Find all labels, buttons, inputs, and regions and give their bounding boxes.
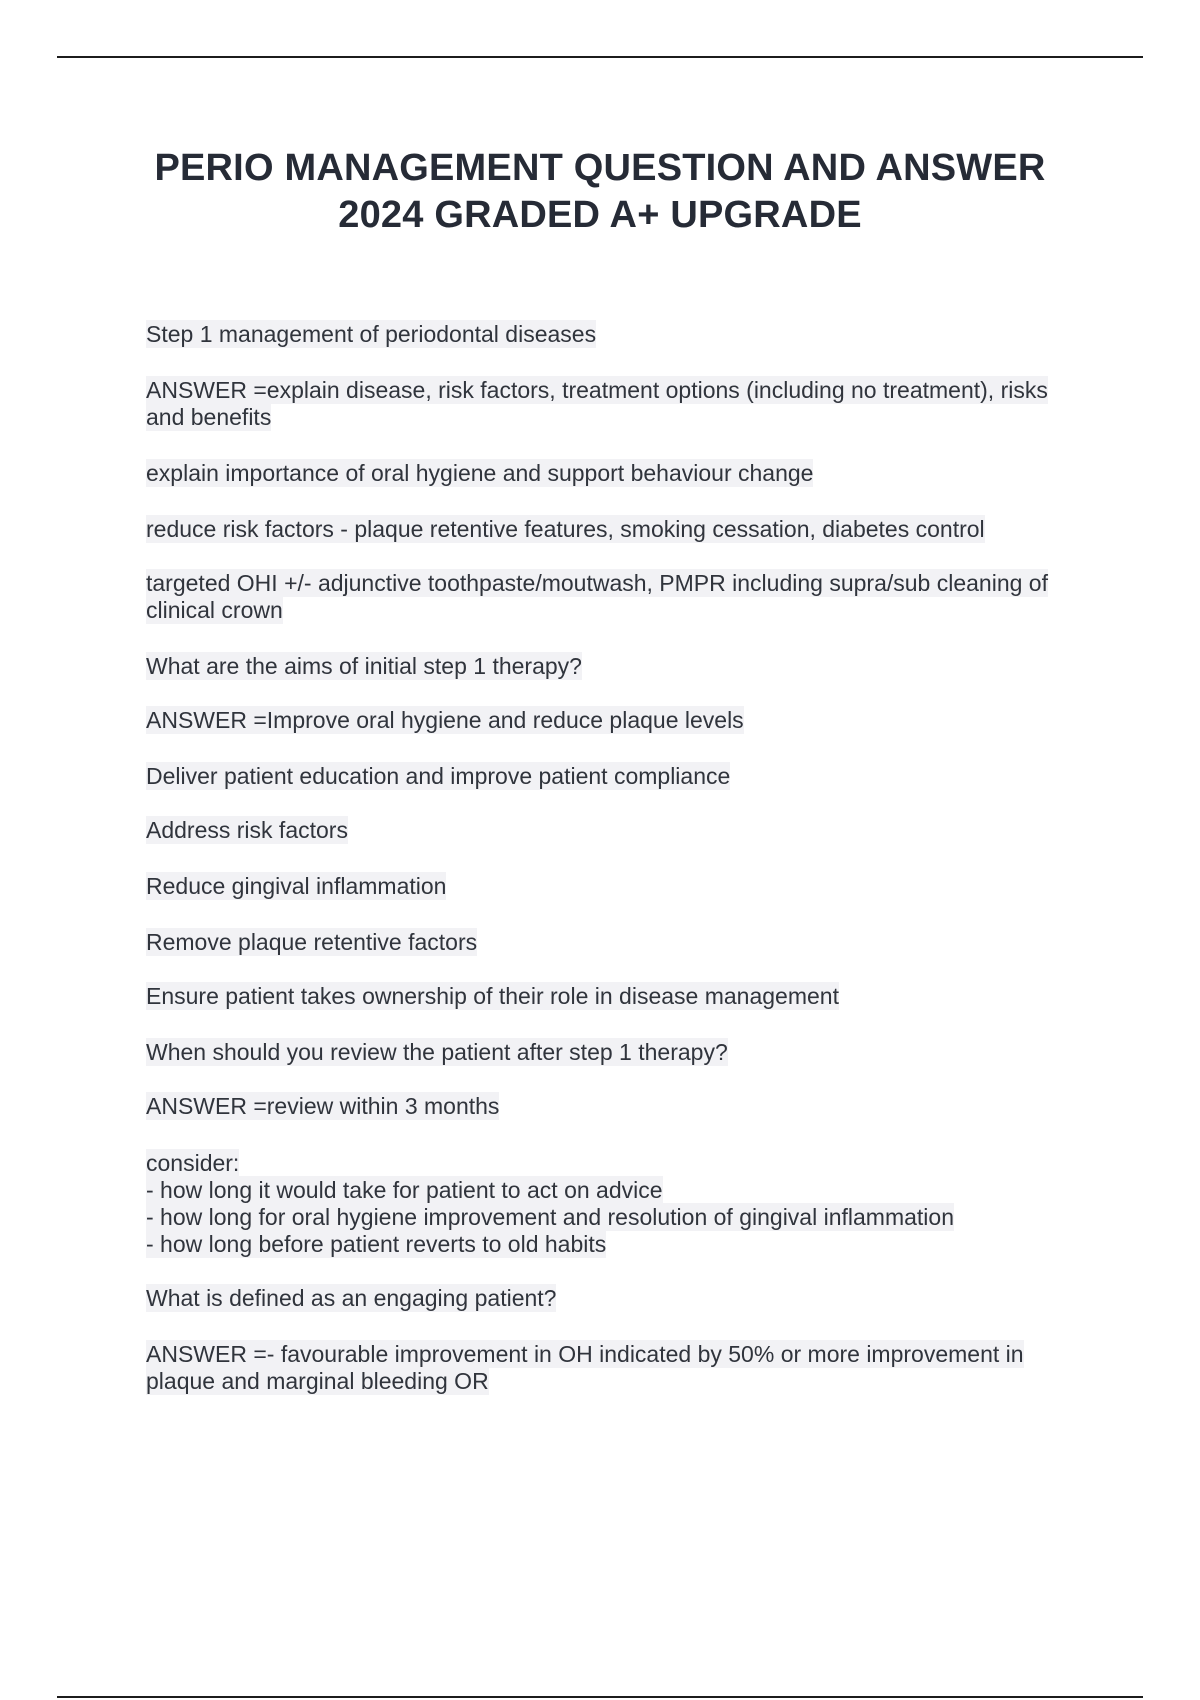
answer-3: ANSWER =review within 3 months: [146, 1093, 500, 1119]
question-3: When should you review the patient after step 1 therapy?: [146, 1039, 728, 1065]
answer-3-detail: consider: - how long it would take for patient to act on advice - how long for oral hygiene improvement and resolution of gingival inflammation - how long before patient reverts to old habits: [146, 1150, 954, 1257]
answer-2-detail: Ensure patient takes ownership of their role in disease management: [146, 983, 839, 1009]
page-title: [100, 145, 1100, 239]
bottom-rule: [57, 1696, 1143, 1698]
answer-1-detail: targeted OHI +/- adjunctive toothpaste/moutwash, PMPR including supra/sub cleaning of clinical crown: [146, 570, 1048, 623]
answer-2-detail: Remove plaque retentive factors: [146, 929, 478, 955]
answer-2: ANSWER =Improve oral hygiene and reduce plaque levels: [146, 707, 744, 733]
answer-1-detail: explain importance of oral hygiene and support behaviour change: [146, 460, 814, 486]
title-line-2: 2024 GRADED A+ UPGRADE: [338, 194, 862, 236]
top-rule: [57, 56, 1143, 58]
title-line-1: PERIO MANAGEMENT QUESTION AND ANSWER: [154, 147, 1046, 189]
answer-1-detail: reduce risk factors - plaque retentive features, smoking cessation, diabetes control: [146, 516, 985, 542]
answer-4: ANSWER =- favourable improvement in OH indicated by 50% or more improvement in plaque and marginal bleeding OR: [146, 1341, 1024, 1394]
question-1: Step 1 management of periodontal diseases: [146, 321, 597, 347]
answer-1: ANSWER =explain disease, risk factors, treatment options (including no treatment), risks and benefits: [146, 377, 1048, 430]
answer-2-detail: Address risk factors: [146, 817, 348, 843]
answer-2-detail: Reduce gingival inflammation: [146, 873, 447, 899]
document-body: [146, 321, 1086, 1395]
question-4: What is defined as an engaging patient?: [146, 1285, 557, 1311]
question-2: What are the aims of initial step 1 therapy?: [146, 653, 582, 679]
answer-2-detail: Deliver patient education and improve patient compliance: [146, 763, 731, 789]
